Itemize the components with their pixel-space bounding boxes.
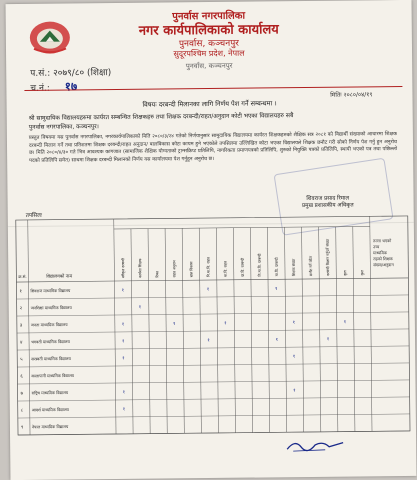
header-column-5: बाल विकास <box>189 261 194 278</box>
row-school-name: सरस्वती माध्यमिक विद्यालय <box>31 355 71 362</box>
header-column-11: शिक्षक संख्या <box>291 258 297 277</box>
row-cell-value: १ <box>275 286 278 292</box>
row-cell-value: १ <box>207 338 210 344</box>
column-line <box>182 228 184 433</box>
dispatch-number <box>30 77 77 94</box>
row-cell-value: १ <box>122 356 125 362</box>
column-line <box>250 228 252 433</box>
column-line <box>302 227 304 432</box>
row-cell-value: १ <box>138 305 142 311</box>
header-column-13: दरबन्दी मिलान गर्नुपर्ने संख्या <box>325 238 331 276</box>
column-line <box>233 228 235 433</box>
row-cell-value: १ <box>326 337 330 343</box>
row-sn: १ <box>19 289 22 295</box>
header-last-line: तहको शिक्षक <box>373 256 393 262</box>
header-column-14: कुल <box>343 270 348 276</box>
column-line <box>131 229 133 434</box>
letterhead-municipality: पुनर्वास नगरपालिका <box>172 10 246 23</box>
header-school: विद्यालयको नाम <box>46 274 73 280</box>
letter-subject: विषयः दरबन्दी मिलानका लागि निर्णय पेश गर्ने सम्बन्धमा । <box>142 99 277 109</box>
row-line <box>17 346 409 350</box>
header-last-line: माध्यमिक <box>373 250 387 256</box>
row-line <box>17 329 409 333</box>
row-sn: ७ <box>20 391 23 397</box>
header-last-line: तल्ला भएको <box>372 238 392 244</box>
row-line <box>18 431 410 435</box>
reference-number: प.सं.: २०७९/८० (शिक्षा) <box>30 68 112 79</box>
handwritten-signature <box>285 437 345 456</box>
letter-page <box>6 0 417 480</box>
row-cell-value: १ <box>206 287 210 293</box>
header-column-4: राहत अनुदान <box>172 260 177 278</box>
tapasil-label: तपसिलः <box>25 212 43 219</box>
row-cell-value: १ <box>173 321 176 327</box>
column-line <box>216 228 218 433</box>
addressee-place: पुनर्वास नगरपालिका, कञ्चनपुर। <box>28 123 99 131</box>
letter-date: मितिः २०८०/०४/१९ <box>330 91 373 99</box>
header-last-line: उच्च <box>373 244 380 250</box>
row-sn: ५ <box>20 357 23 363</box>
row-line <box>17 380 409 384</box>
header-column-6: नि.मा.वि. राहत <box>206 257 211 278</box>
row-school-name: जनता माध्यमिक विद्यालय <box>30 322 68 328</box>
signatory-name: शिवराज प्रसाद रिमाल <box>306 195 350 202</box>
column-line <box>285 227 287 432</box>
row-line <box>17 363 409 367</box>
row-cell-value: १ <box>122 390 125 396</box>
letterhead-province: सुदूरपश्चिम प्रदेश, नेपाल <box>173 48 245 59</box>
row-cell-value: १ <box>292 354 296 360</box>
dispatch-label: च.नं.: <box>30 83 50 94</box>
column-line <box>148 229 150 434</box>
row-cell-value: १ <box>121 288 124 294</box>
header-column-3: रिक्त <box>155 271 160 278</box>
row-cell-value: १ <box>224 321 227 327</box>
row-cell-value: १ <box>275 337 279 343</box>
header-column-7: मा.वि. राहत <box>223 261 228 277</box>
row-school-name: राष्ट्रिय माध्यमिक विद्यालय <box>31 390 69 396</box>
row-sn: ६ <box>20 374 23 380</box>
header-sn: क्र.सं. <box>18 273 27 280</box>
header-divider-line <box>16 278 408 282</box>
row-cell-value: १ <box>121 322 125 328</box>
row-school-name: भगवती माध्यमिक विद्यालय <box>31 338 70 345</box>
column-line <box>165 228 167 433</box>
column-line <box>28 220 30 435</box>
row-line <box>18 397 410 401</box>
header-column-8: प्रा.वि. दरबन्दी <box>240 257 245 277</box>
row-sn: ३ <box>19 323 23 329</box>
column-line <box>267 227 269 432</box>
school-quota-table <box>14 206 412 440</box>
row-cell-value: १ <box>122 407 126 413</box>
row-sn: ४ <box>20 340 23 346</box>
header-column-1: स्वीकृत दरबन्दी <box>121 258 126 278</box>
letterhead-address: पुनर्वास, कञ्चनपुर <box>178 38 240 50</box>
row-sn: ८ <box>20 408 24 414</box>
column-line <box>319 227 321 432</box>
addressee-line: श्री सामुदायिक विद्यालयहरुमा कार्यरत सम्बन्धित शिक्षकहरु तथा शिक्षक दरबन्दी/राहत/अनुदान कोटी भएका विद्यालयहरु सबै <box>28 112 294 122</box>
header-last-line: संख्या/अनुदान <box>373 262 394 268</box>
header-column-15: कुल <box>360 270 365 276</box>
column-line <box>199 228 201 433</box>
column-line <box>114 219 116 434</box>
row-cell-value: १ <box>293 388 296 394</box>
row-sn: २ <box>19 306 23 312</box>
header-column-10: मा.वि. दरबन्दी <box>274 257 280 277</box>
table-frame <box>16 216 410 435</box>
row-school-name: आदर्श माध्यमिक विद्यालय <box>31 406 69 413</box>
row-line <box>17 312 409 316</box>
table-grid <box>14 206 412 440</box>
row-school-name: जनशिक्षा माध्यमिक विद्यालय <box>30 304 72 311</box>
row-school-name: कालापानी माध्यमिक विद्यालय <box>31 372 74 379</box>
row-line <box>17 295 409 299</box>
letter-body: प्रस्तुत विषयमा यस पुनर्वास नगरपालिका, नगरकार्यपालिकाको मिति २०८०/३/२४ गतेको निर्णयानुसार सामुदायिक विद्यालयमा कार्यरत शिक्षकहरुको शैक्षिक सत्र २०८१ को विद्यार्थी संख्याको आधारमा शिक्षक दरबन्दी मिलान गर्ने तथा प्रतिशतमा शिक्षक दरबन्दी/राहत अनुदान/ बालविकास कोटा कायम हुने भएकोले तपसिलमा उल्लिखित कोटा भएका विद्यालयले शिक्षक छनौट गरी सोको निर्णय पेश गर्नु हुन अनुरोध छ। मिति २०८०/४/३० गते भित्र आवश्यक कागजात (सामाजिक शैक्षिक योग्यताको ट्रान्सक्रिप्ट प्रतिलिपि, नागरिकता प्रमाणपत्रको प्रतिलिपि, शुरुको नियुक्ति पत्रको प्रतिलिपि, स्थायी भएको पत्र तथा पछिल्लो पदको प्रतिलिपि समेत) साथमा शिक्षक दरबन्दी मिलानको निर्णय यस कार्यालयमा पेश गर्नुहुन अनुरोध छ। <box>28 131 398 164</box>
row-line <box>18 414 410 418</box>
row-school-name: नेपाल माध्यमिक विद्यालय <box>31 424 69 430</box>
header-column-12: छनौट गर्ने कोटा <box>308 255 314 276</box>
row-sn: ९ <box>20 425 24 431</box>
header-column-9: नि.मा.वि. दरबन्दी <box>257 253 262 277</box>
row-school-name: शिवराज माध्यमिक विद्यालय <box>30 287 71 294</box>
dispatch-value: १७ <box>64 79 78 94</box>
row-cell-value: १ <box>292 320 295 326</box>
row-cell-value: १ <box>122 339 125 345</box>
letterhead-watermark: पुनर्वास, कञ्चनपुर <box>185 61 233 71</box>
column-line <box>370 216 372 431</box>
signatory-title: प्रमुख प्रशासकीय अधिकृत <box>301 202 354 210</box>
column-line <box>336 227 338 432</box>
row-cell-value: १ <box>343 320 347 326</box>
header-column-2: कार्यरत शिक्षक <box>138 258 143 278</box>
group-header-line <box>114 226 370 229</box>
letterhead-office: नगर कार्यपालिकाको कार्यालय <box>138 22 279 39</box>
column-line <box>353 227 355 432</box>
